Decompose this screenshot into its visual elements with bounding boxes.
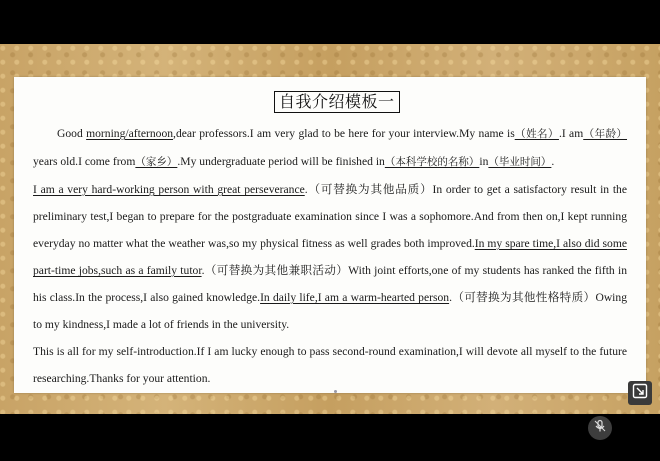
fill-blank: （本科学校的名称） [384, 156, 480, 168]
text-run: .（可替换为其他兼职活动）With joint efforts,one of my students has ranked the fifth in his class.In the process,I also gained knowledge. [33, 264, 627, 304]
exit-fullscreen-icon [632, 383, 648, 404]
fill-blank: （年龄） [583, 128, 628, 140]
microphone-icon [593, 419, 607, 438]
text-run: Good [57, 127, 87, 140]
fill-blank: morning/afternoon [86, 127, 174, 140]
document-title: 自我介绍模板一 [274, 91, 400, 113]
paragraph-greeting [33, 120, 627, 176]
paragraph-qualities [33, 176, 627, 338]
text-run: .（可替换为其他品质）In order to get a satisfactory result in the preliminary test,I began to prepare for the postgraduate examination since I was a sophomore.And from then on,I kept running everyday no matter what the weather was,so my physical fitness as well grades both improved. [33, 183, 627, 250]
highlight-phrase: In my spare time,I also did some part-time jobs,such as a family tutor [33, 237, 627, 277]
text-run: ,dear professors.I am very glad to be here for your interview.My name is [173, 127, 515, 140]
microphone-button[interactable] [588, 416, 612, 440]
text-run: years old.I come from [33, 155, 136, 168]
fill-blank: （家乡） [135, 156, 178, 168]
text-run: .My undergraduate period will be finished in [177, 155, 385, 168]
highlight-phrase: I am a very hard-working person with great perseverance [33, 183, 305, 196]
paragraph-closing: This is all for my self-introduction.If I am lucky enough to pass second-round examination,I will devote all myself to the future researching.Thanks for your attention. [33, 345, 627, 385]
text-run: in [479, 155, 489, 168]
text-run: .（可替换为其他性格特质）Owing to my kindness,I made a lot of friends in the university. [33, 291, 628, 331]
page-indicator-dot [334, 390, 337, 393]
highlight-phrase: In daily life,I am a warm-hearted person [260, 291, 450, 304]
text-run: .I am [558, 127, 584, 140]
fill-blank: （毕业时间） [488, 156, 552, 168]
exit-fullscreen-button[interactable] [628, 381, 652, 405]
document-page [14, 77, 646, 393]
text-run: . [551, 155, 555, 168]
document-body [33, 120, 627, 392]
fill-blank: （姓名） [514, 128, 559, 140]
